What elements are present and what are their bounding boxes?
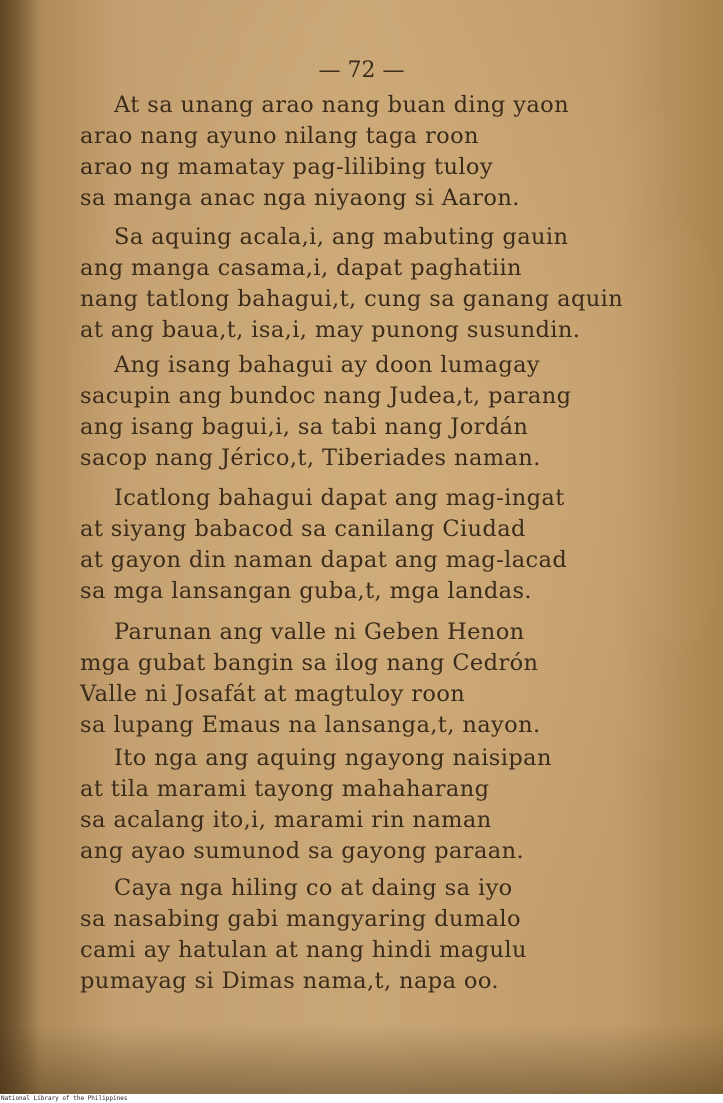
verse-line: Valle ni Josafát at magtuloy roon [80,681,466,707]
verse-line: sa nasabing gabi mangyaring dumalo [80,906,521,932]
verse-line: Ang isang bahagui ay doon lumagay [114,352,541,378]
stanza-6 [80,743,680,867]
verse-line: nang tatlong bahagui,t, cung sa ganang aquin [80,286,624,312]
verse-line: sa acalang ito,i, marami rin naman [80,807,492,833]
verse-line: ang manga casama,i, dapat paghatiin [80,255,522,281]
stanza-5 [80,617,680,741]
verse-line: ang ayao sumunod sa gayong paraan. [80,838,525,864]
verse-line: at ang baua,t, isa,i, may punong susundin. [80,317,581,343]
verse-line: sacupin ang bundoc nang Judea,t, parang [80,383,572,409]
page-number: — 72 — [318,58,405,83]
verse-line: arao nang ayuno nilang taga roon [80,123,479,149]
stanza-2 [80,222,680,346]
stanza-3 [80,350,680,474]
verse-line: cami ay hatulan at nang hindi magulu [80,937,527,963]
stanza-4 [80,483,680,607]
verse-line: at gayon din naman dapat ang mag-lacad [80,547,568,573]
verse-line: sa manga anac nga niyaong si Aaron. [80,185,520,211]
footer-credit: National Library of the Philippines [0,1094,723,1103]
verse-line: Caya nga hiling co at daing sa iyo [114,875,513,901]
verse-line: sa mga lansangan guba,t, mga landas. [80,578,532,604]
verse-line: mga gubat bangin sa ilog nang Cedrón [80,650,539,676]
verse-line: sa lupang Emaus na lansanga,t, nayon. [80,712,541,738]
verse-line: Ito nga ang aquing ngayong naisipan [114,745,552,771]
verse-line: pumayag si Dimas nama,t, napa oo. [80,968,499,994]
verse-line: Sa aquing acala,i, ang mabuting gauin [114,224,569,250]
verse-line: At sa unang arao nang buan ding yaon [114,92,569,118]
verse-line: sacop nang Jérico,t, Tiberiades naman. [80,445,541,471]
verse-line: Icatlong bahagui dapat ang mag-ingat [114,485,565,511]
verse-line: ang isang bagui,i, sa tabi nang Jordán [80,414,529,440]
verse-line: Parunan ang valle ni Geben Henon [114,619,525,645]
verse-line: at tila marami tayong mahaharang [80,776,490,802]
verse-line: arao ng mamatay pag-lilibing tuloy [80,154,493,180]
verse-line: at siyang babacod sa canilang Ciudad [80,516,526,542]
stanza-1 [80,90,680,214]
stanza-7 [80,873,680,997]
